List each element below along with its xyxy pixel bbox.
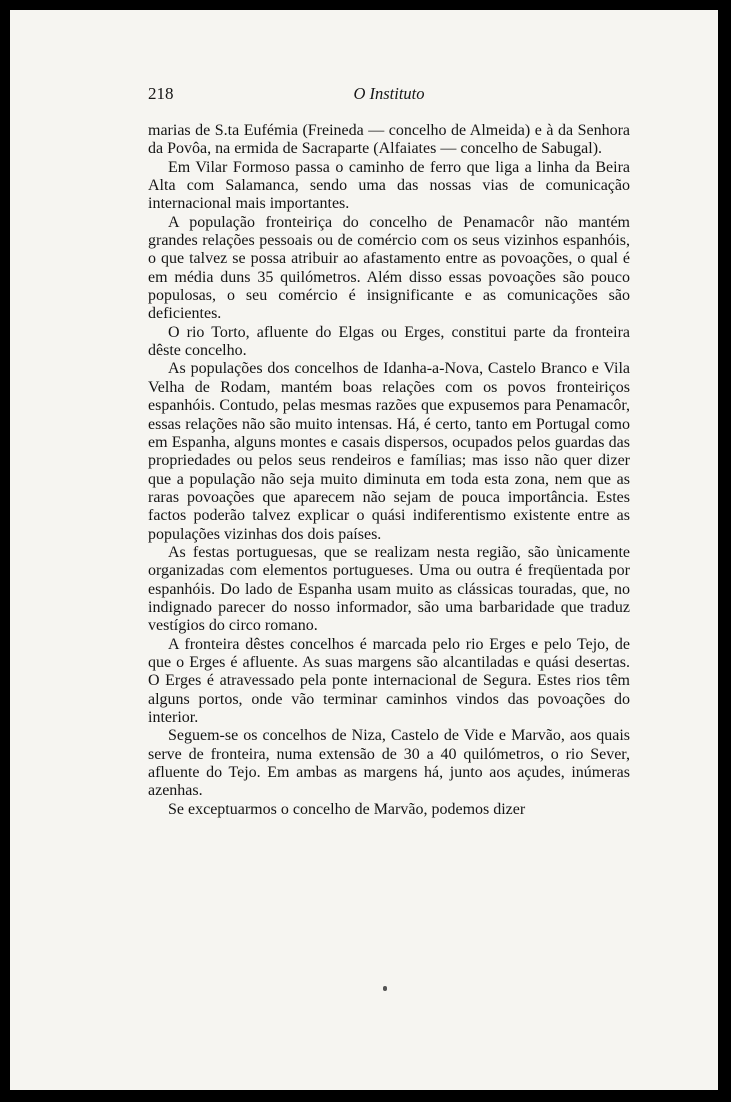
- paragraph: A fronteira dêstes concelhos é marcada pelo rio Erges e pelo Tejo, de que o Erges é afluente. As suas margens são alcantiladas e quási desertas. O Erges é atravessado pela ponte internacional de Segura. Estes rios têm alguns portos, onde vão terminar caminhos vindos das povoações do interior.: [148, 635, 630, 726]
- ink-speck: [383, 986, 387, 991]
- journal-title: O Instituto: [353, 84, 425, 103]
- paragraph: marias de S.ta Eufémia (Freineda — concelho de Almeida) e à da Senhora da Povôa, na ermida de Sacraparte (Alfaiates — concelho de Sabugal).: [148, 122, 630, 158]
- paragraph: As festas portuguesas, que se realizam nesta região, são ùnicamente organizadas com elementos portugueses. Uma ou outra é freqüentada por espanhóis. Do lado de Espanha usam muito as clássicas touradas, que, no indignado parecer do nosso informador, são uma barbaridade que traduz vestígios do circo romano.: [148, 543, 630, 635]
- paragraph: Seguem-se os concelhos de Niza, Castelo de Vide e Marvão, aos quais serve de fronteira, numa extensão de 30 a 40 quilómetros, o rio Sever, afluente do Tejo. Em ambas as margens há, junto aos açudes, inúmeras azenhas.: [148, 727, 630, 800]
- body-text: [148, 122, 630, 819]
- book-page: [10, 10, 718, 1090]
- paragraph: As populações dos concelhos de Idanha-a-Nova, Castelo Branco e Vila Velha de Rodam, mantém boas relações com os povos fronteiriços espanhóis. Contudo, pelas mesmas razões que expusemos para Penamacôr, essas relações não são muito intensas. Há, é certo, tanto em Portugal como em Espanha, alguns montes e casais dispersos, ocupados pelos guardas das propriedades ou pelos seus rendeiros e famílias; mas isso não quer dizer que a população não seja muito diminuta em toda esta zona, nem que as raras povoações que aparecem não sejam de pouca importância. Estes factos poderão talvez explicar o quási indiferentismo existente entre as populações vizinhas dos dois países.: [148, 360, 630, 543]
- paragraph: Se exceptuarmos o concelho de Marvão, podemos dizer: [168, 800, 526, 818]
- page-number: 218: [148, 84, 174, 103]
- paragraph: O rio Torto, afluente do Elgas ou Erges, constitui parte da fronteira dêste concelho.: [148, 323, 630, 360]
- running-header: [148, 84, 630, 108]
- paragraph: Em Vilar Formoso passa o caminho de ferro que liga a linha da Beira Alta com Salamanca, sendo uma das nossas vias de comunicação internacional mais importantes.: [148, 158, 630, 213]
- paragraph: A população fronteiriça do concelho de Penamacôr não mantém grandes relações pessoais ou de comércio com os seus vizinhos espanhóis, o que talvez se possa atribuir ao afastamento entre as povoações, o qual é em média duns 35 quilómetros. Além disso essas povoações são pouco populosas, o seu comércio é insignificante e as comunicações são deficientes.: [148, 213, 630, 323]
